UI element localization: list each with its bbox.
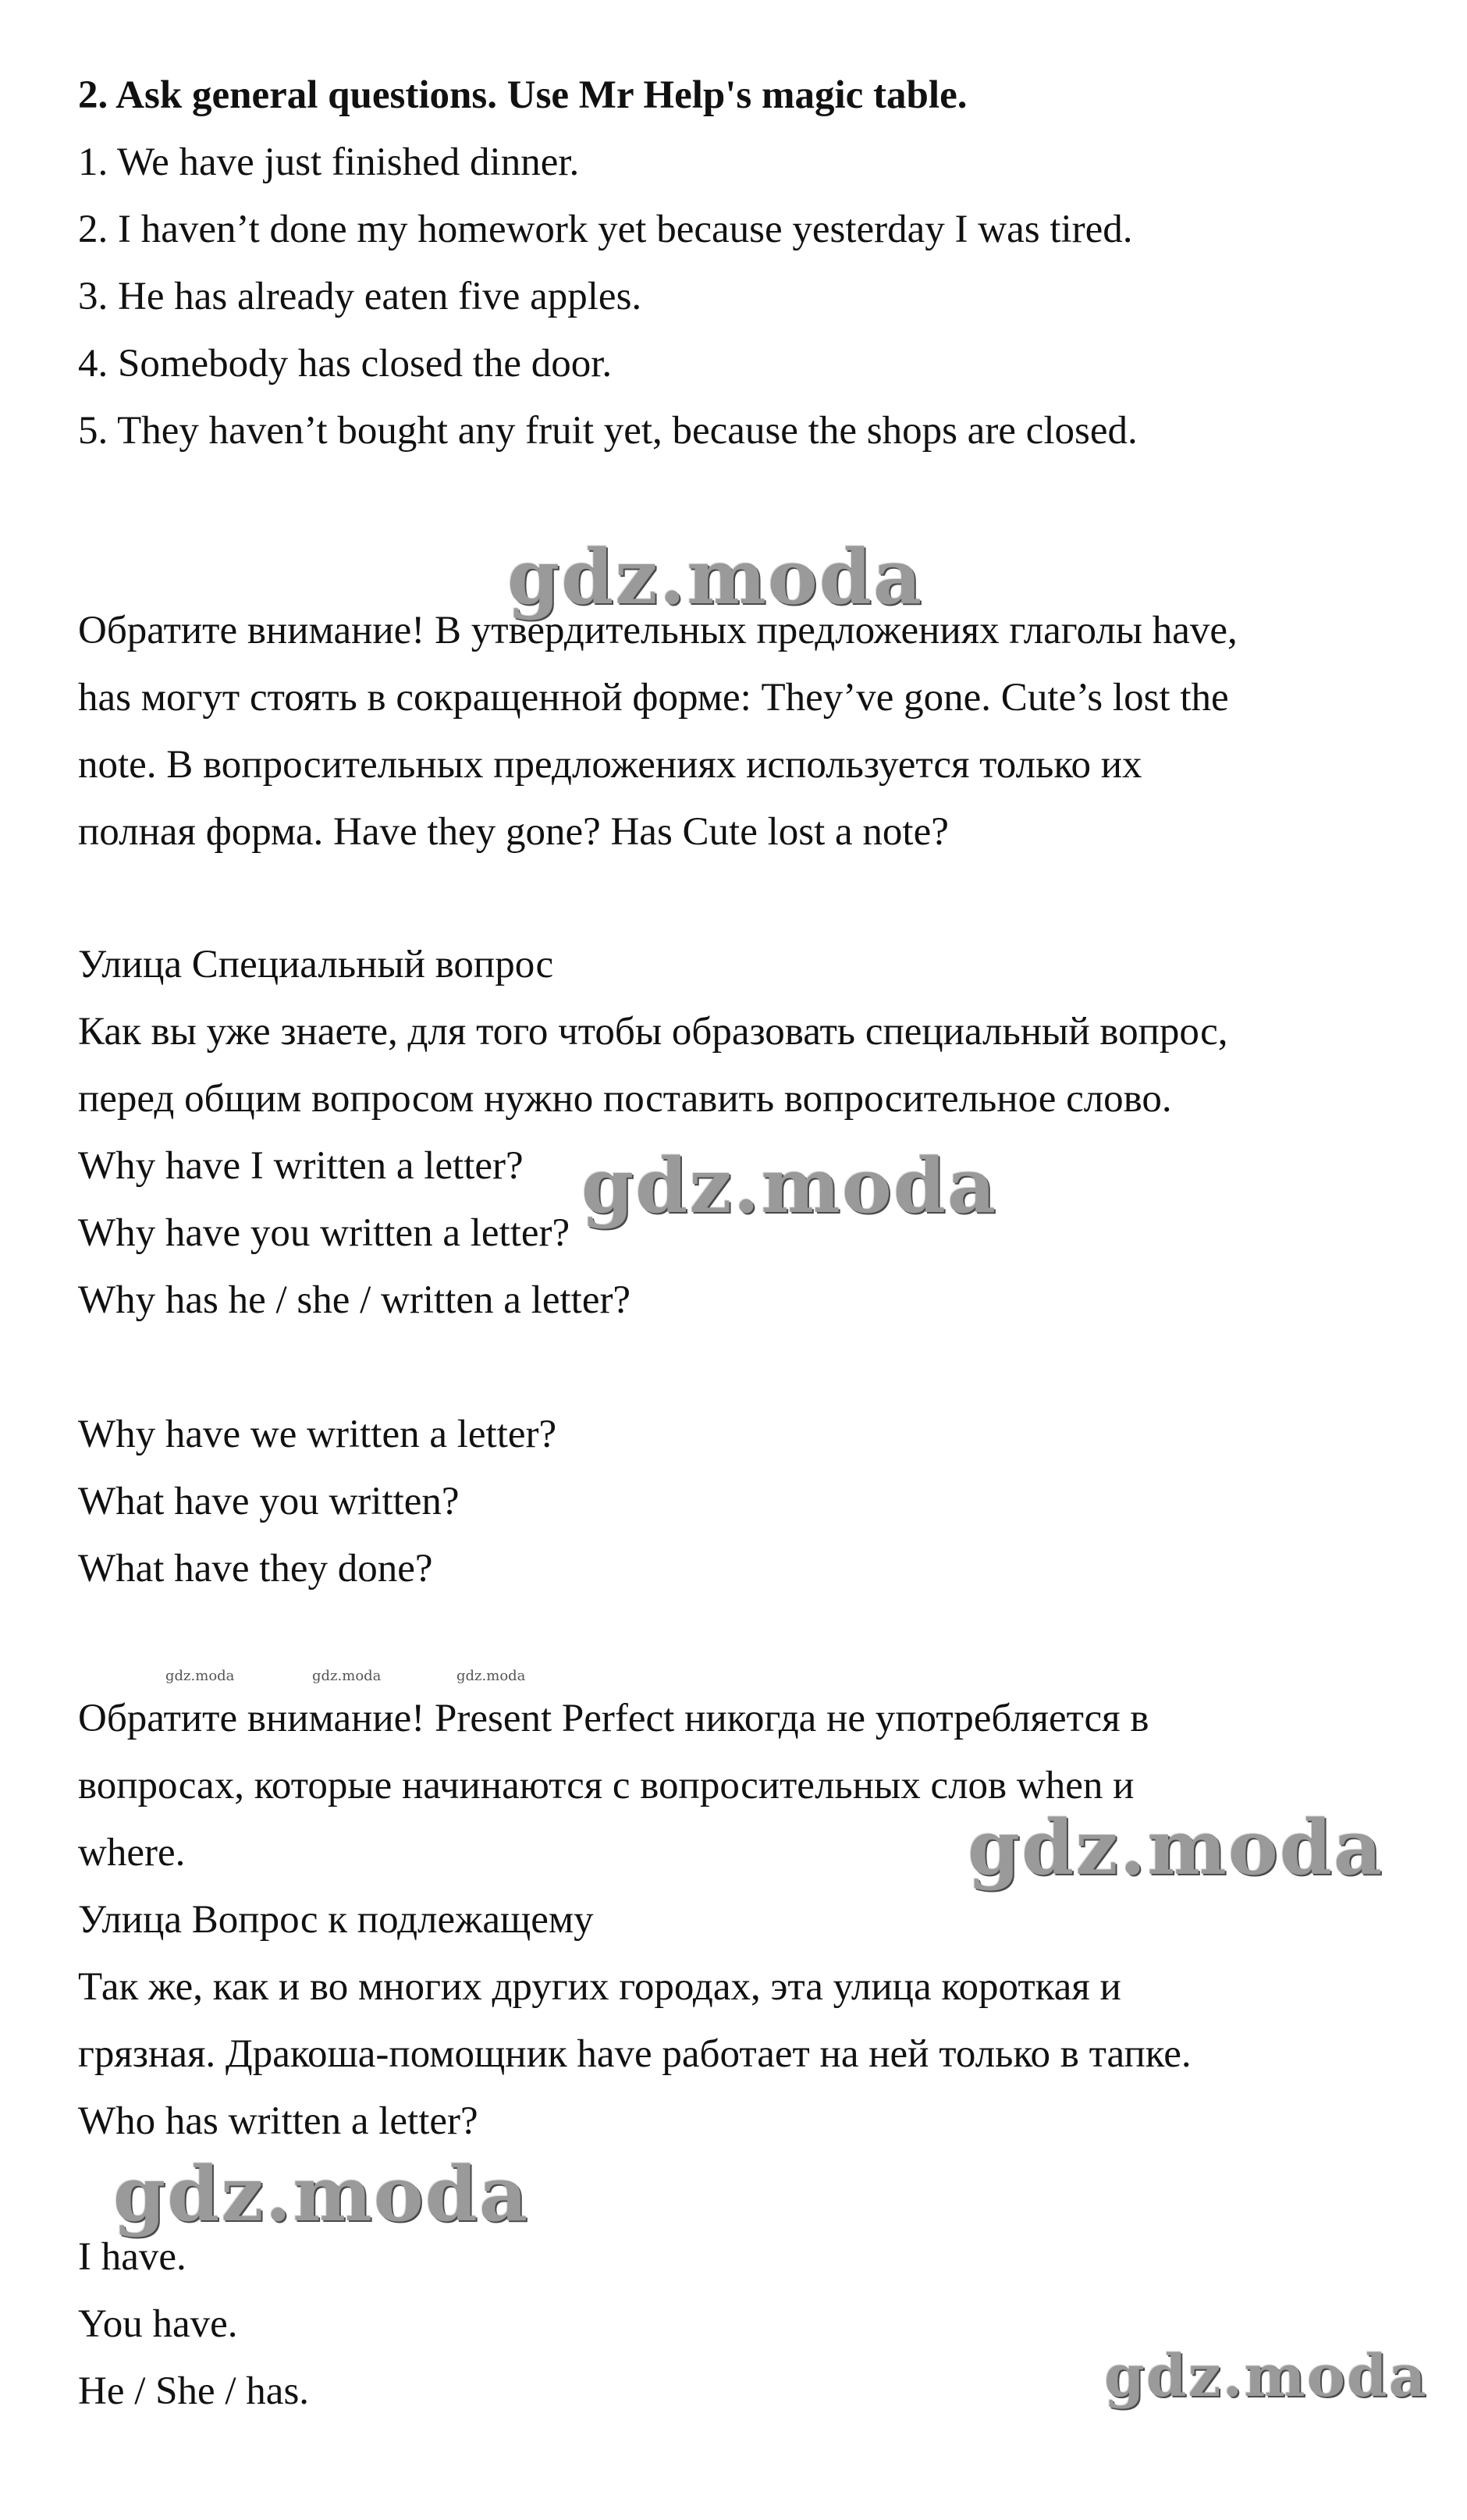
exercise-sentence: 1. We have just finished dinner.: [78, 140, 580, 184]
watermark: gdz.moda: [113, 2150, 530, 2238]
section-title: Улица Вопрос к подлежащему: [78, 1898, 594, 1942]
answer-line: He / She / has.: [78, 2369, 310, 2413]
watermark: gdz.moda: [165, 1668, 235, 1684]
exercise-sentence: 3. He has already eaten five apples.: [78, 275, 642, 318]
note-paragraph-line: has могут стоять в сокращенной форме: They’ve gone. Cute’s lost the: [78, 676, 1229, 720]
note-paragraph-line: полная форма. Have they gone? Has Cute lost a note?: [78, 810, 949, 854]
exercise-heading: 2. Ask general questions. Use Mr Help's magic table.: [78, 73, 968, 117]
note-paragraph-line: вопросах, которые начинаются с вопросительных слов when и: [78, 1764, 1135, 1807]
note-paragraph-line: Обратите внимание! В утвердительных предложениях глаголы have,: [78, 609, 1238, 652]
example-question: Why have we written a letter?: [78, 1413, 557, 1456]
note-paragraph-line: note. В вопросительных предложениях используется только их: [78, 743, 1142, 787]
intro-line: перед общим вопросом нужно поставить вопросительное слово.: [78, 1077, 1172, 1121]
example-question: What have you written?: [78, 1480, 460, 1523]
example-question: Why has he / she / written a letter?: [78, 1278, 631, 1322]
section-title: Улица Специальный вопрос: [78, 943, 554, 986]
note-paragraph-line: Обратите внимание! Present Perfect никогда не употребляется в: [78, 1697, 1149, 1740]
example-question: Why have you written a letter?: [78, 1211, 570, 1255]
watermark: gdz.moda: [968, 1804, 1384, 1892]
watermark: gdz.moda: [581, 1142, 998, 1230]
exercise-sentence: 2. I haven’t done my homework yet because yesterday I was tired.: [78, 208, 1133, 251]
watermark: gdz.moda: [1104, 2343, 1428, 2410]
watermark: gdz.moda: [312, 1668, 382, 1684]
answer-line: I have.: [78, 2235, 186, 2279]
example-question: What have they done?: [78, 1547, 433, 1591]
watermark: gdz.moda: [456, 1668, 526, 1684]
example-question: Why have I written a letter?: [78, 1144, 524, 1188]
exercise-sentence: 5. They haven’t bought any fruit yet, because the shops are closed.: [78, 409, 1138, 453]
answer-line: You have.: [78, 2302, 238, 2346]
text-line: Так же, как и во многих других городах, эта улица короткая и: [78, 1965, 1121, 2009]
intro-line: Как вы уже знаете, для того чтобы образовать специальный вопрос,: [78, 1010, 1228, 1054]
text-line: грязная. Дракоша-помощник have работает на ней только в тапке.: [78, 2032, 1192, 2076]
subject-question: Who has written a letter?: [78, 2099, 478, 2143]
watermark: gdz.moda: [507, 533, 924, 621]
note-paragraph-line: where.: [78, 1831, 186, 1875]
exercise-sentence: 4. Somebody has closed the door.: [78, 342, 613, 386]
